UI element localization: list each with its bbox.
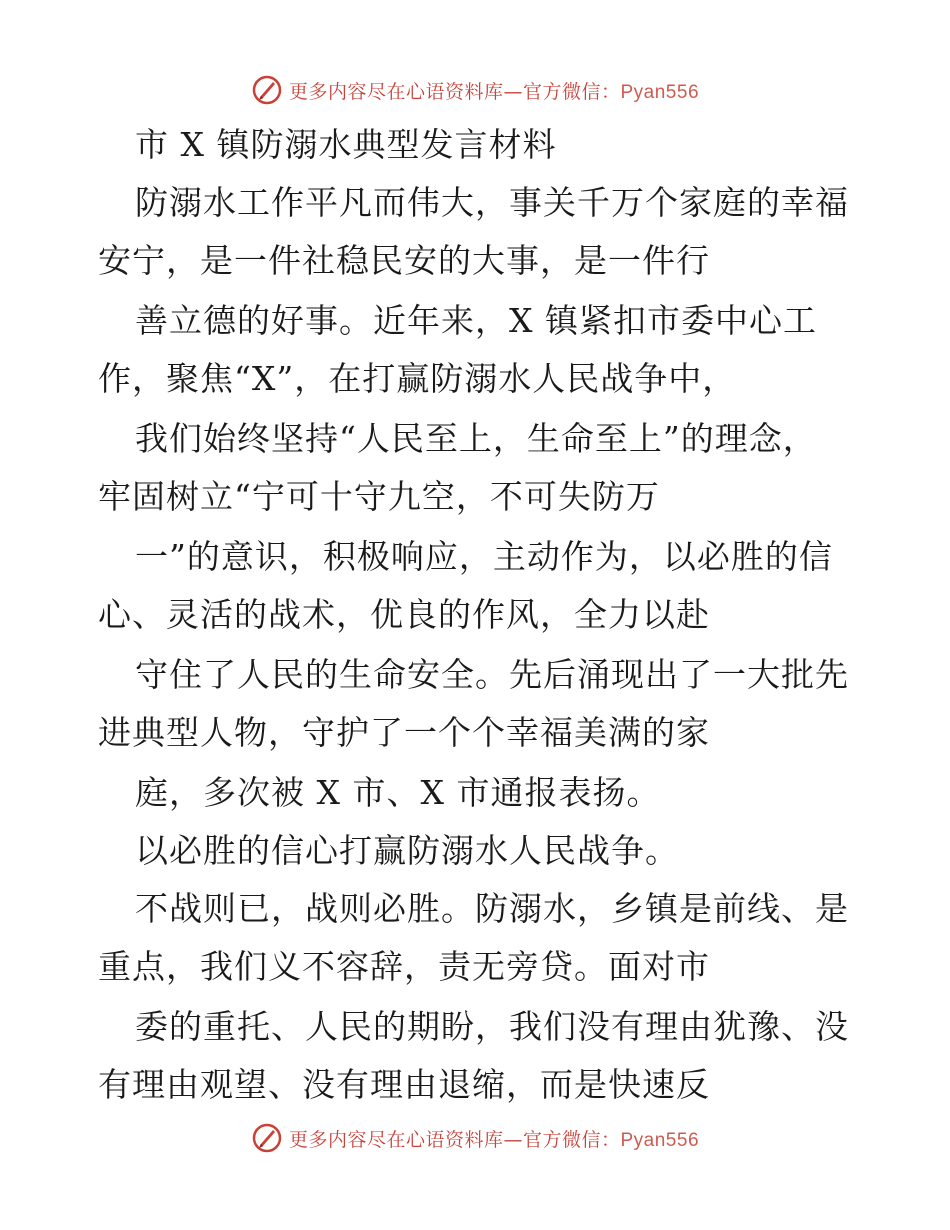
watermark-text: 更多内容尽在心语资料库—官方微信：Pyan556 xyxy=(288,1128,700,1151)
text-line: 进典型人物，守护了一个个幸福美满的家 xyxy=(98,713,710,752)
text-line: 庭，多次被 X 市、X 市通报表扬。 xyxy=(135,773,661,812)
text-line: 我们始终坚持“人民至上，生命至上”的理念， xyxy=(135,419,817,458)
text-line: 重点，我们义不容辞，责无旁贷。面对市 xyxy=(98,947,710,986)
text-line: 防溺水工作平凡而伟大，事关千万个家庭的幸福 xyxy=(135,183,849,222)
text-line: 作，聚焦“X”，在打赢防溺水人民战争中， xyxy=(98,359,737,398)
document-title: 市 X 镇防溺水典型发言材料 xyxy=(135,125,557,164)
text-line: 守住了人民的生命安全。先后涌现出了一大批先 xyxy=(135,655,849,694)
quill-pen-icon xyxy=(251,74,283,106)
section-heading: 以必胜的信心打赢防溺水人民战争。 xyxy=(135,831,679,870)
text-line: 委的重托、人民的期盼，我们没有理由犹豫、没 xyxy=(135,1007,849,1046)
watermark-text: 更多内容尽在心语资料库—官方微信：Pyan556 xyxy=(288,80,700,103)
watermark-banner-bottom xyxy=(0,1118,950,1158)
text-line: 安宁，是一件社稳民安的大事，是一件行 xyxy=(98,241,710,280)
text-line: 一”的意识，积极响应，主动作为，以必胜的信 xyxy=(135,537,833,576)
watermark-banner-top xyxy=(0,70,950,110)
quill-pen-icon xyxy=(251,1122,283,1154)
text-line: 心、灵活的战术，优良的作风，全力以赴 xyxy=(98,595,710,634)
text-line: 善立德的好事。近年来，X 镇紧扣市委中心工 xyxy=(135,301,817,340)
text-line: 有理由观望、没有理由退缩，而是快速反 xyxy=(98,1065,710,1104)
text-line: 牢固树立“宁可十守九空，不可失防万 xyxy=(98,477,660,516)
text-line: 不战则已，战则必胜。防溺水，乡镇是前线、是 xyxy=(135,889,849,928)
